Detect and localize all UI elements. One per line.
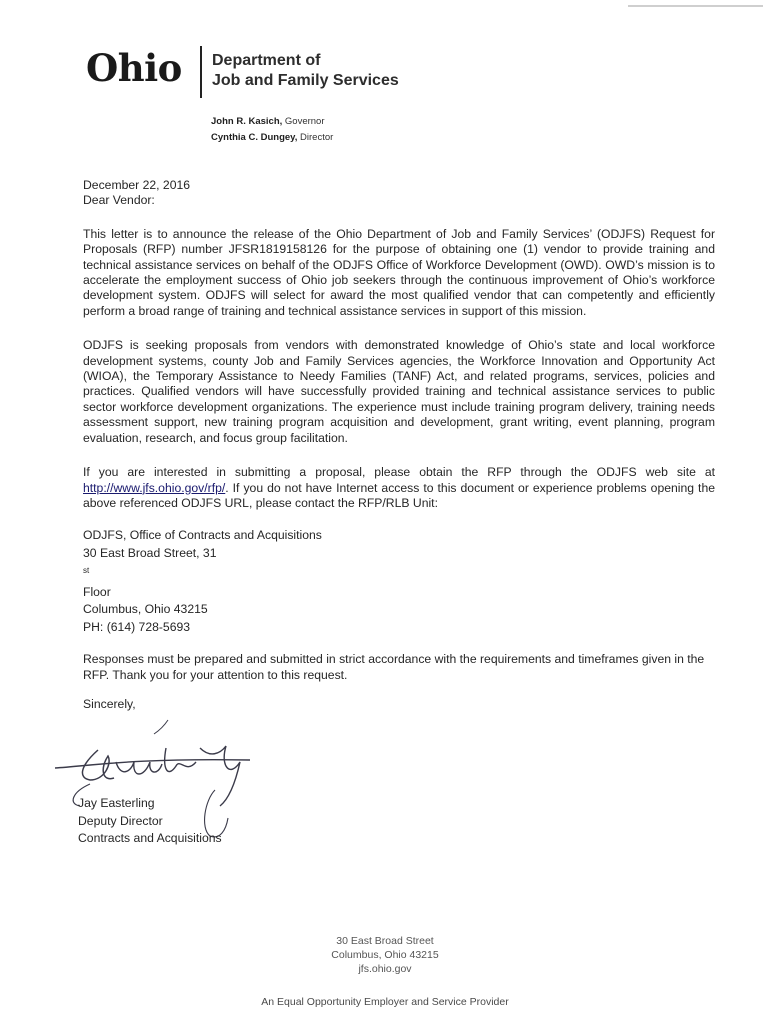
footer <box>0 934 770 1009</box>
address-line-street <box>83 545 715 602</box>
footer-street: 30 East Broad Street <box>336 935 434 947</box>
address-street-text: 30 East Broad Street, 31 <box>83 545 217 560</box>
officials-block <box>211 114 333 146</box>
department-line-2: Job and Family Services <box>212 72 399 89</box>
footer-website: jfs.ohio.gov <box>358 963 412 975</box>
footer-city: Columbus, Ohio 43215 <box>331 949 439 961</box>
department-name <box>212 51 399 91</box>
address-line-city: Columbus, Ohio 43215 <box>83 602 208 617</box>
address-floor-suffix: st <box>83 566 90 576</box>
paragraph-how-to-obtain-start: If you are interested in submitting a proposal, please obtain the RFP through the ODJFS web site at <box>83 465 715 480</box>
department-line-1: Department of <box>212 52 321 69</box>
letter-date: December 22, 2016 <box>83 178 191 192</box>
signer-name: Jay Easterling <box>78 796 155 810</box>
rfp-link[interactable]: http://www.jfs.ohio.gov/rfp/ <box>83 480 226 495</box>
address-line-phone: PH: (614) 728-5693 <box>83 619 191 634</box>
paragraph-how-to-obtain <box>83 465 715 511</box>
governor-title: Governor <box>284 116 325 127</box>
footer-tagline: An Equal Opportunity Employer and Service Provider <box>261 996 509 1008</box>
paragraph-response-instructions: Responses must be prepared and submitted in strict accordance with the requirements and timeframes given in the RFP. Thank you for your attention to this request. <box>83 652 705 682</box>
salutation: Dear Vendor: <box>83 193 155 208</box>
address-line-office: ODJFS, Office of Contracts and Acquisitions <box>83 528 322 543</box>
signature-block <box>78 795 222 848</box>
governor-line <box>211 114 333 130</box>
paragraph-how-to-obtain-end: . If you do not have Internet access to this document or experience problems opening the above referenced ODJFS URL, please contact the RFP/RLB Unit: <box>83 480 715 510</box>
governor-name: John R. Kasich, <box>211 116 283 127</box>
closing: Sincerely, <box>83 697 136 712</box>
director-title: Director <box>300 132 334 143</box>
address-floor-word: Floor <box>83 584 111 599</box>
logo-divider <box>200 46 202 98</box>
paragraph-requirements: ODJFS is seeking proposals from vendors with demonstrated knowledge of Ohio’s state and local workforce development systems, county Job and Family Services agencies, the Workforce Innovation and Opportunity Act (WIOA), the Temporary Assistance to Needy Families (TANF) Act, and related programs, services, policies and practices. Qualified vendors will have successfully provided training and technical assistance services to public sector workforce development organizations. The experience must include training program delivery, training needs assessment support, new training program acquisition and development, grant writing, event planning, program evaluation, research, and focus group facilitation. <box>83 338 715 445</box>
signer-office: Contracts and Acquisitions <box>78 831 222 845</box>
director-line <box>211 130 333 146</box>
director-name: Cynthia C. Dungey, <box>211 132 298 143</box>
letter-body <box>83 178 715 713</box>
scan-edge-line <box>628 5 763 7</box>
ohio-logo: Ohio <box>86 46 182 90</box>
paragraph-announcement: This letter is to announce the release of the Ohio Department of Job and Family Services’ (ODJFS) Request for Proposals (RFP) number JFSR1819158126 for the purpose of obtaining one (1) vendor to provide training and technical assistance services on behalf of the ODJFS Office of Workforce Development (OWD). OWD’s mission is to accelerate the employment success of Ohio job seekers through the continuous improvement of Ohio’s workforce development system. ODJFS will select for award the most qualified vendor that can competently and efficiently perform a broad range of training and technical assistance services in support of this mission. <box>83 226 715 318</box>
signer-title: Deputy Director <box>78 813 163 828</box>
contact-address <box>83 527 715 636</box>
